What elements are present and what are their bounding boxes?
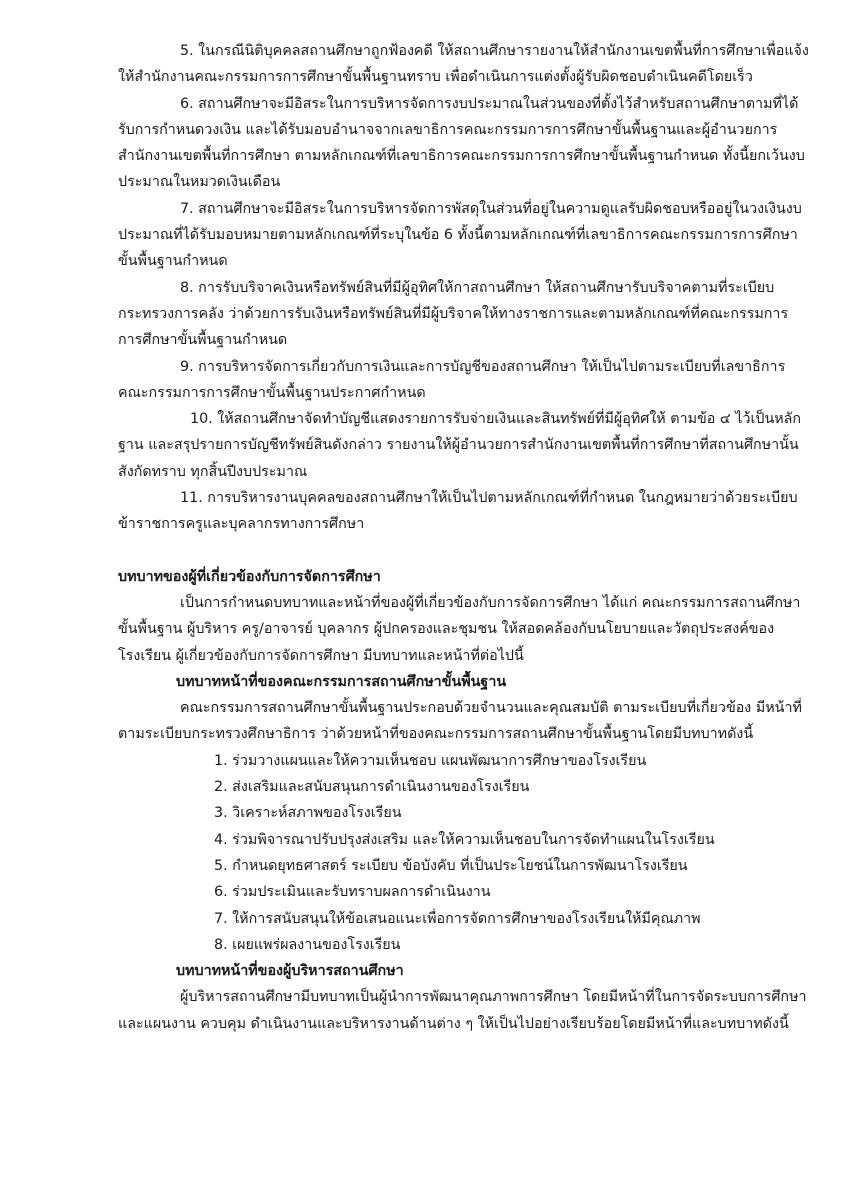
committee-roles-list	[118, 748, 809, 958]
list-item: 6. ร่วมประเมินและรับทราบผลการดำเนินงาน	[214, 884, 491, 901]
item-8: 8. การรับบริจาคเงินหรือทรัพย์สินที่มีผู้อุทิศให้กาสถานศึกษา ให้สถานศึกษารับบริจาคตามที่ระเบียบกระทรวงการคลัง ว่าด้วยการรับเงินหรือทรัพย์สินที่มีผู้บริจาคให้ทางราชการและตามหลักเกณฑ์ที่คณะกรรมการการศึกษาขั้นพื้นฐานกำหนด	[118, 279, 789, 349]
admin-intro: ผู้บริหารสถานศึกษามีบทบาทเป็นผู้นำการพัฒนาคุณภาพการศึกษา โดยมีหน้าที่ในการจัดระบบการศึกษาและแผนงาน ควบคุม ดำเนินงานและบริหารงานด้านต่าง ๆ ให้เป็นไปอย่างเรียบร้อยโดยมีหน้าที่และบทบาทดังนี้	[118, 989, 807, 1032]
section-intro: เป็นการกำหนดบทบาทและหน้าที่ของผู้ที่เกี่ยวข้องกับการจัดการศึกษา ได้แก่ คณะกรรมการสถานศึกษาขั้นพื้นฐาน ผู้บริหาร ครู/อาจารย์ บุคลากร ผู้ปกครองและชุมชน ให้สอดคล้องกับนโยบายและวัตถุประสงค์ของโรงเรียน ผู้เกี่ยวข้องกับการจัดการศึกษา มีบทบาทและหน้าที่ต่อไปนี้	[118, 594, 801, 664]
item-5: 5. ในกรณีนิติบุคคลสถานศึกษาถูกฟ้องคดี ให้สถานศึกษารายงานให้สำนักงานเขตพื้นที่การศึกษาเพื่อแจ้งให้สำนักงานคณะกรรมการการศึกษาขั้นพื้นฐานทราบ เพื่อดำเนินการแต่งตั้งผู้รับผิดชอบดำเนินคดีโดยเร็ว	[118, 43, 809, 86]
section-heading: บทบาทของผู้ที่เกี่ยวข้องกับการจัดการศึกษา	[118, 568, 381, 585]
item-9: 9. การบริหารจัดการเกี่ยวกับการเงินและการบัญชีของสถานศึกษา ให้เป็นไปตามระเบียบที่เลขาธิการคณะกรรมการการศึกษาขั้นพื้นฐานประกาศกำหนด	[118, 358, 786, 401]
item-10: 10. ให้สถานศึกษาจัดทำบัญชีแสดงรายการรับจ่ายเงินและสินทรัพย์ที่มีผู้อุทิศให้ ตามข้อ ๔ ไว้เป็นหลักฐาน และสรุปรายการบัญชีทรัพย์สินดังกล่าว รายงานให้ผู้อำนวยการสำนักงานเขตพื้นที่การศึกษาที่สถานศึกษานั้นสังกัดทราบ ทุกสิ้นปีงบประมาณ	[118, 411, 802, 480]
list-item: 8. เผยแพร่ผลงานของโรงเรียน	[214, 936, 401, 953]
item-6: 6. สถานศึกษาจะมีอิสระในการบริหารจัดการงบประมาณในส่วนของที่ตั้งไว้สำหรับสถานศึกษาตามที่ได้รับการกำหนดวงเงิน และได้รับมอบอำนาจจากเลขาธิการคณะกรรมการการศึกษาขั้นพื้นฐานและผู้อำนวยการสำนักงานเขตพื้นที่การศึกษา ตามหลักเกณฑ์ที่เลขาธิการคณะกรรมการการศึกษาขั้นพื้นฐานกำหนด ทั้งนี้ยกเว้นงบประมาณในหมวดเงินเดือน	[118, 95, 805, 191]
item-11: 11. การบริหารงานบุคคลของสถานศึกษาให้เป็นไปตามหลักเกณฑ์ที่กำหนด ในกฎหมายว่าด้วยระเบียบข้าราชการครูและบุคลากรทางการศึกษา	[118, 490, 798, 533]
admin-heading: บทบาทหน้าที่ของผู้บริหารสถานศึกษา	[176, 963, 404, 980]
committee-heading: บทบาทหน้าที่ของคณะกรรมการสถานศึกษาขั้นพื้นฐาน	[176, 673, 507, 690]
list-item: 1. ร่วมวางแผนและให้ความเห็นชอบ แผนพัฒนาการศึกษาของโรงเรียน	[214, 752, 647, 769]
list-item: 3. วิเคราะห์สภาพของโรงเรียน	[214, 805, 402, 822]
item-7: 7. สถานศึกษาจะมีอิสระในการบริหารจัดการพัสดุในส่วนที่อยู่ในความดูแลรับผิดชอบหรืออยู่ในวงเงินงบประมาณที่ได้รับมอบหมายตามหลักเกณฑ์ที่ระบุในข้อ 6 ทั้งนี้ตามหลักเกณฑ์ที่เลขาธิการคณะกรรมการการศึกษาขั้นพื้นฐานกำหนด	[118, 200, 802, 270]
list-item: 7. ให้การสนับสนุนให้ข้อเสนอแนะเพื่อการจัดการศึกษาของโรงเรียนให้มีคุณภาพ	[214, 910, 701, 927]
list-item: 4. ร่วมพิจารณาปรับปรุงส่งเสริม และให้ความเห็นชอบในการจัดทำแผนในโรงเรียน	[214, 831, 715, 848]
list-item: 5. กำหนดยุทธศาสตร์ ระเบียบ ข้อบังคับ ที่เป็นประโยชน์ในการพัฒนาโรงเรียน	[214, 857, 688, 874]
committee-intro: คณะกรรมการสถานศึกษาขั้นพื้นฐานประกอบด้วยจำนวนและคุณสมบัติ ตามระเบียบที่เกี่ยวข้อง มีหน้าที่ตามระเบียบกระทรวงศึกษาธิการ ว่าด้วยหน้าที่ของคณะกรรมการสถานศึกษาขั้นพื้นฐานโดยมีบทบาทดังนี้	[118, 700, 802, 743]
list-item: 2. ส่งเสริมและสนับสนุนการดำเนินงานของโรงเรียน	[214, 779, 530, 796]
